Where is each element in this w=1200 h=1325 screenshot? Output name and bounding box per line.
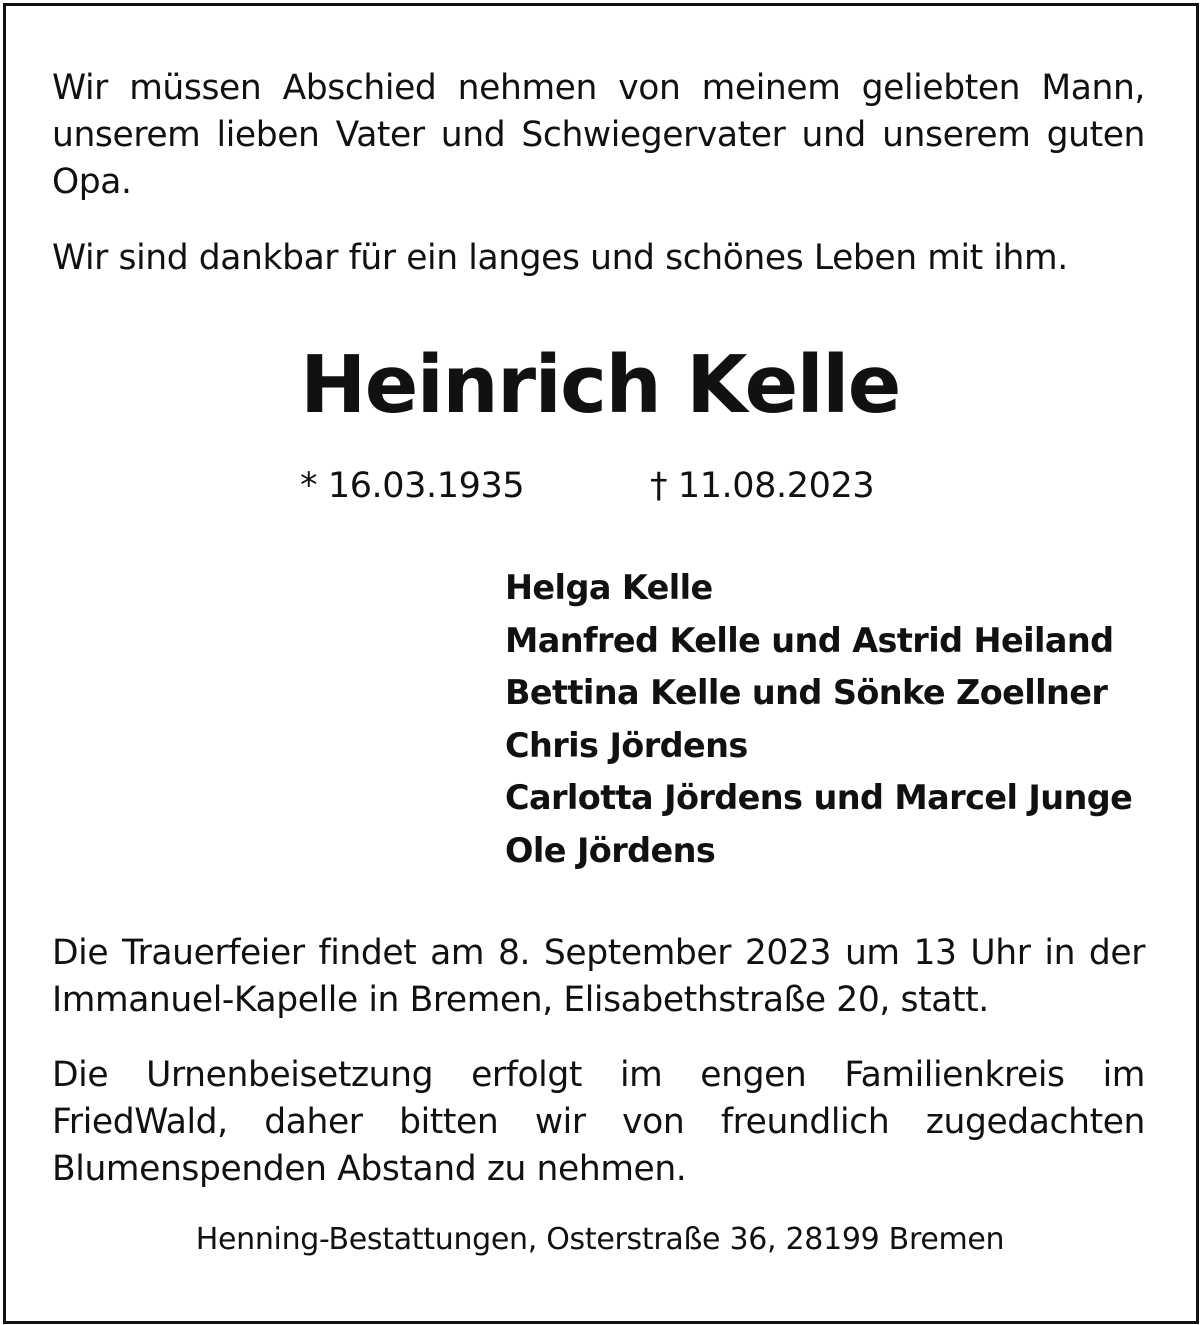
birth-date: * 16.03.1935 [300,466,525,506]
mourner-name: Ole Jördens [505,830,716,870]
thanks-text: Wir sind dankbar für ein langes und schönes Leben mit ihm. [52,238,1068,278]
death-date: † 11.08.2023 [650,466,875,506]
mourner-name: Bettina Kelle und Sönke Zoellner [505,673,1108,712]
burial-text: Die Urnenbeisetzung erfolgt im engen Familienkreis im FriedWald, daher bitten wir von freundlich zugedachten Blumenspenden Abstand zu nehmen. [52,1055,1145,1189]
intro-text: Wir müssen Abschied nehmen von meinem geliebten Mann, unserem lieben Vater und Schwiegervater und unserem guten Opa. [52,68,1145,202]
undertaker-address: Henning-Bestattungen, Osterstraße 36, 28199 Bremen [195,1222,1005,1257]
mourner-name: Carlotta Jördens und Marcel Junge [505,778,1133,817]
mourners-list [505,562,1132,877]
mourner-name: Helga Kelle [505,568,713,607]
mourner-name: Manfred Kelle und Astrid Heiland [505,620,1114,660]
ceremony-text: Die Trauerfeier findet am 8. September 2023 um 13 Uhr in der Immanuel-Kapelle in Bremen, Elisabethstraße 20, statt. [52,933,1145,1020]
deceased-name: Heinrich Kelle [300,339,900,431]
mourner-name: Chris Jördens [505,725,748,765]
